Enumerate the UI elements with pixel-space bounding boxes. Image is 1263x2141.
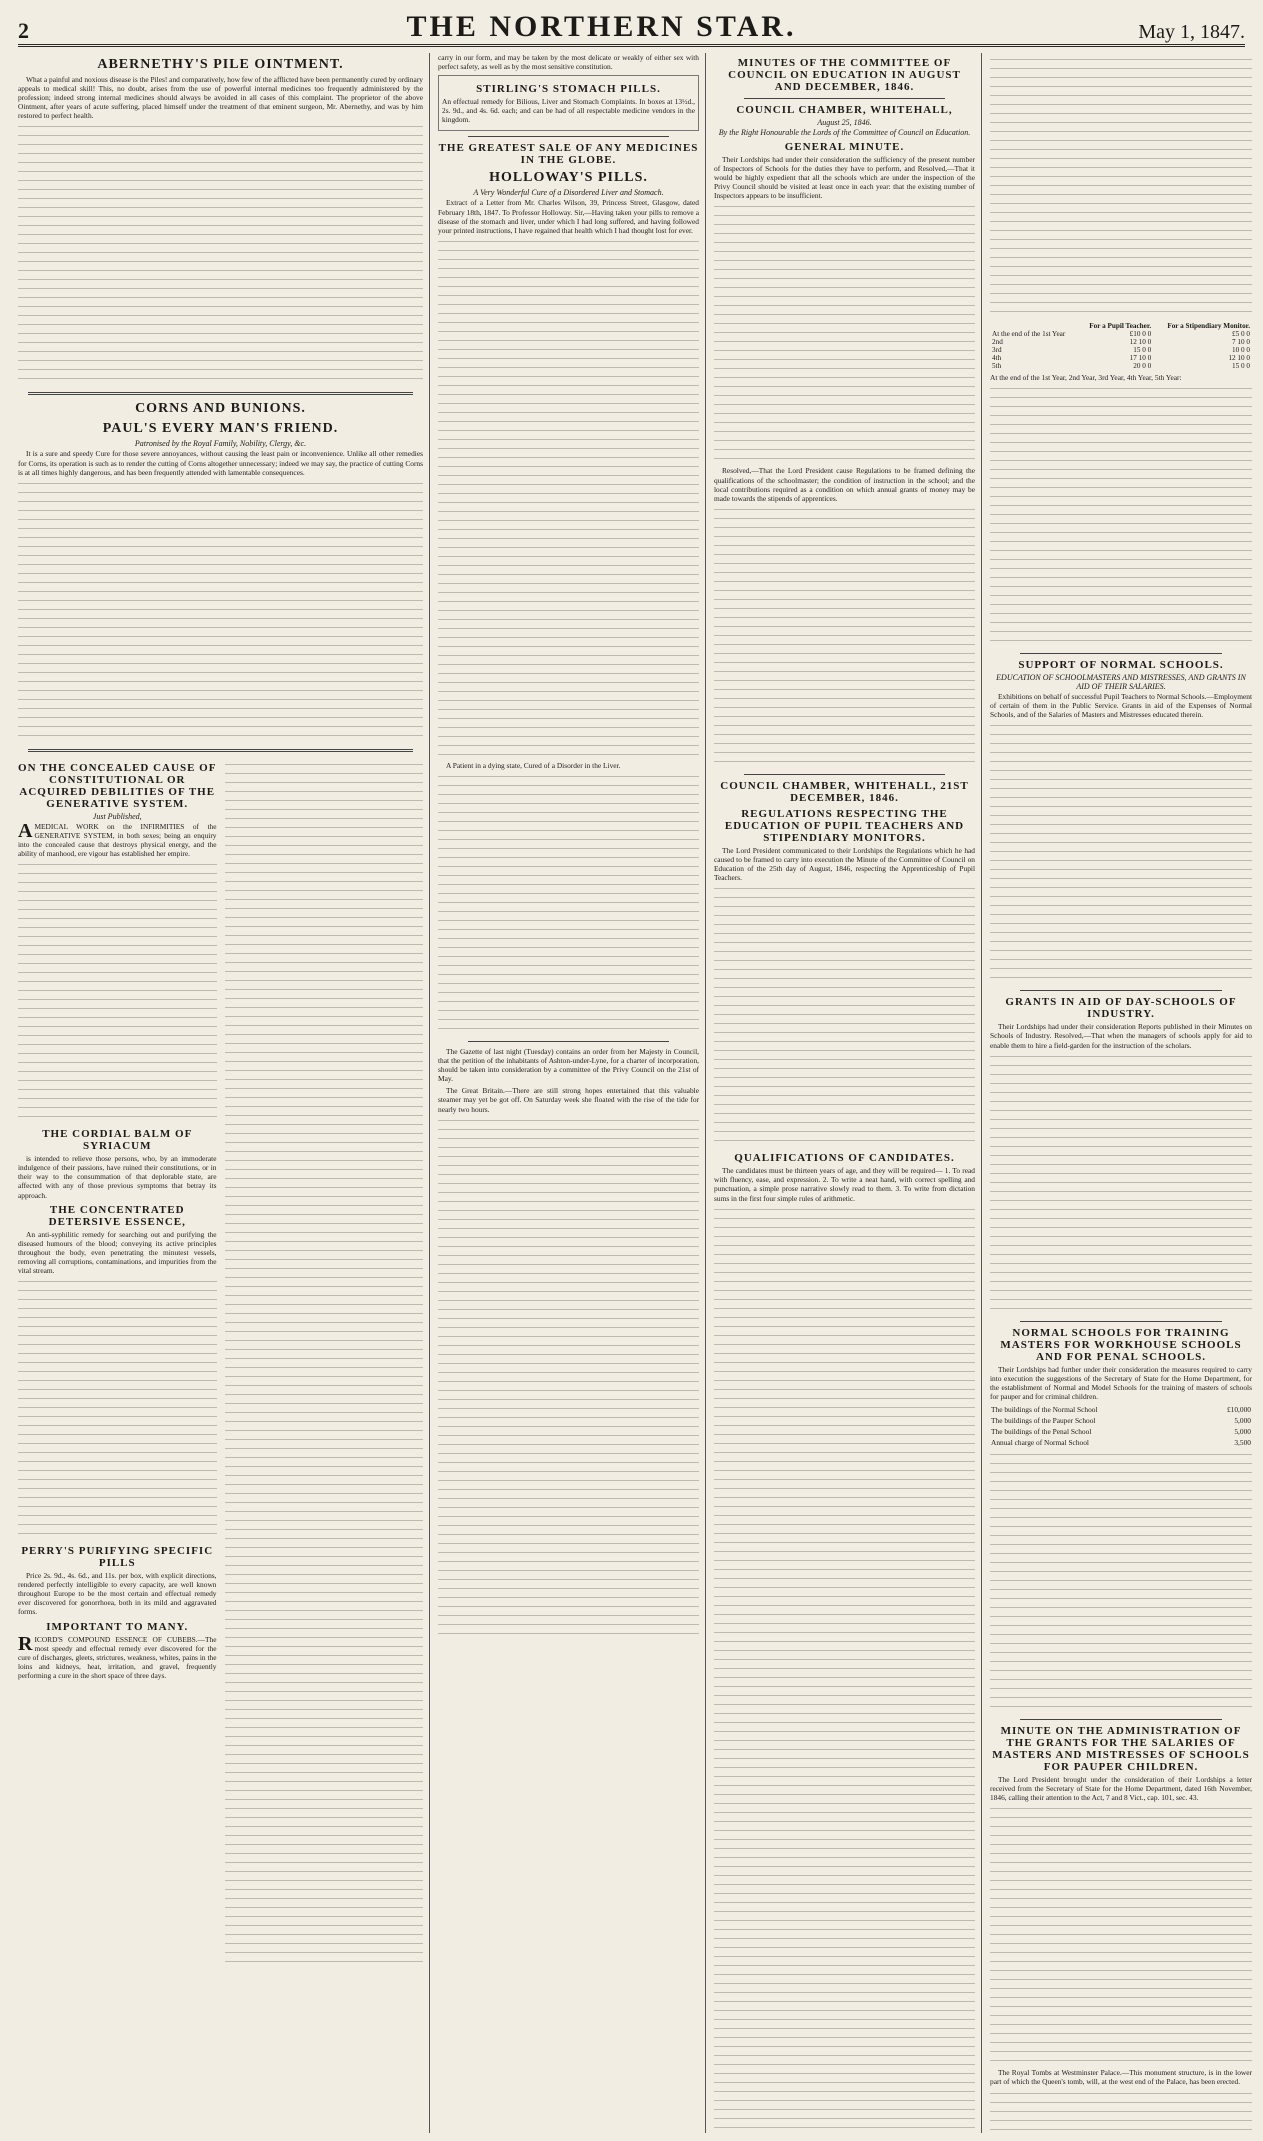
qualifications-heading: QUALIFICATIONS OF CANDIDATES. [734, 1152, 955, 1165]
divider [28, 749, 413, 752]
newspaper-title: THE NORTHERN STAR. [406, 10, 797, 43]
holloway-note: A Patient in a dying state, Cured of a Disorder in the Liver. [446, 760, 621, 770]
medical-ads-left [18, 758, 217, 1964]
stirling-ad [438, 75, 699, 131]
table-cell: The buildings of the Pauper School [991, 1416, 1096, 1426]
table-cell: 12 10 0 [1228, 354, 1250, 362]
cordial-heading: THE CORDIAL BALM OF SYRIACUM [42, 1128, 193, 1153]
table-row [990, 1437, 1252, 1448]
divider [744, 98, 945, 99]
minutes-heading: MINUTES OF THE COMMITTEE OF COUNCIL ON EDUCATION IN AUGUST AND DECEMBER, 1846. [728, 57, 961, 93]
divider [1020, 990, 1222, 991]
regulations-text-block [714, 888, 975, 1148]
cordial-body: is intended to relieve those persons, who, by an immoderate indulgence of their passions, have ruined their constitutions, or in their way to the consummation of that deplorable state, are affected with any of those previous symptoms that betray its approach. [18, 1154, 217, 1200]
abernethy-text-block [18, 126, 423, 386]
general-minute-text-block [714, 206, 975, 466]
royal-tombs-body: The Royal Tombs at Westminster Palace.—This monument structure, is in the lower part of which the Queen's tomb, will, at the west end of the Palace, has been erected. [990, 2068, 1252, 2087]
perrys-heading: PERRY'S PURIFYING SPECIFIC PILLS [21, 1545, 214, 1570]
constitution-body: AMEDICAL WORK on the INFIRMITIES of the GENERATIVE SYSTEM, in both sexes; being an enquiry into the concealed cause that destroys physical energy, and the ability of manhood, ere vigour has established her empire. [18, 819, 217, 859]
table-row [990, 362, 1252, 370]
plaister-text-block [18, 483, 423, 743]
industry-grants-heading: GRANTS IN AID OF DAY-SCHOOLS OF INDUSTRY. [1005, 996, 1237, 1021]
essence-text-block [18, 1281, 217, 1541]
stipend-header [990, 322, 1078, 330]
divider [468, 136, 669, 137]
stipend-table [990, 322, 1252, 370]
table-row [990, 338, 1252, 346]
column-2 [438, 53, 706, 2133]
constitution-text-block [18, 864, 217, 1124]
table-cell: 5,000 [1234, 1427, 1251, 1437]
table-cell: 15 0 0 [1133, 346, 1152, 354]
regulations-body: The Lord President communicated to their Lordships the Regulations which he had caused to be framed to carry into execution the Minute of the Committee of Council on Education of the 25th day of August, 1846, respecting the Apprenticeship of Pupil Teachers. [714, 845, 975, 883]
table-cell: The buildings of the Penal School [991, 1427, 1092, 1437]
holloway-heading: HOLLOWAY'S PILLS. [489, 170, 648, 186]
important-body: RICORD'S COMPOUND ESSENCE OF CUBEBS.—The most speedy and effectual remedy ever discovered for the cure of discharges, gleets, strictures, weakness, whites, pains in the loins and kidneys, heat, irritation, and gravel, frequently performing a cure in the short space of three days. [18, 1632, 217, 1680]
constitution-subheading: Just Published, [92, 811, 142, 821]
buildings-table [990, 1404, 1252, 1448]
table-row [990, 346, 1252, 354]
column-4 [990, 53, 1258, 2133]
abernethy-heading: ABERNETHY'S PILE OINTMENT. [97, 57, 344, 72]
table-cell: 5,000 [1234, 1416, 1251, 1426]
plaister-heading: PAUL'S EVERY MAN'S FRIEND. [102, 421, 339, 437]
table-cell: 7 10 0 [1232, 338, 1250, 346]
resolved-body: Resolved,—That the Lord President cause Regulations to be framed defining the qualifications of the schoolmaster; the condition of instruction in the school; and the local contributions required as a condition on which annual grants of money may be made towards the stipends of apprentices. [714, 466, 975, 503]
holloway-subheading: A Very Wonderful Cure of a Disordered Liver and Stomach. [473, 188, 664, 198]
stipend-header: For a Stipendiary Monitor. [1167, 322, 1250, 330]
council-heading-2: COUNCIL CHAMBER, WHITEHALL, 21ST DECEMBER, 1846. [720, 779, 969, 804]
stirling-body: An effectual remedy for Bilious, Liver and Stomach Complaints. In boxes at 13½d., 2s. 9d., and 4s. 6d. each; and can be had of all respectable medicine vendors in the kingdom. [442, 97, 695, 125]
table-cell: 2nd [992, 338, 1003, 346]
council-heading: COUNCIL CHAMBER, WHITEHALL, [736, 104, 953, 116]
stipend-header: For a Pupil Teacher. [1089, 322, 1152, 330]
table-cell: 10 0 0 [1232, 346, 1250, 354]
normal-schools-body: Exhibitions on behalf of successful Pupil Teachers to Normal Schools.—Employment of certain of them in the Public Service. Grants in aid of the Expenses of Normal Schools, and of the Salaries of Masters and Mistresses educated therein. [990, 692, 1252, 720]
holloway-list-block [438, 776, 699, 1036]
divider [1020, 1719, 1222, 1720]
pauper-grants-text-block [990, 1808, 1252, 2068]
stipend-text-block-2 [990, 388, 1252, 648]
medical-ads-right [225, 758, 424, 1964]
table-cell: The buildings of the Normal School [991, 1405, 1098, 1415]
holloway-text-block [438, 241, 699, 761]
royal-tombs-text-block [990, 2093, 1252, 2134]
table-cell: Annual charge of Normal School [991, 1438, 1089, 1448]
training-schools-text-block [990, 1454, 1252, 1714]
news-text-block [438, 1120, 699, 1640]
ashton-body: The Gazette of last night (Tuesday) contains an order from her Majesty in Council, that the petition of the inhabitants of Ashton-under-Lyne, for a charter of incorporation, should be taken into consideration by a committee of the Privy Council on the 21st of May. [438, 1046, 699, 1084]
table-row [990, 1426, 1252, 1437]
normal-schools-text-block [990, 725, 1252, 985]
column-1 [18, 53, 430, 2133]
pauper-grants-body: The Lord President brought under the consideration of their Lordships a letter received from the Secretary of State for the Home Department, dated 16th November, 1846, calling their attention to the Act, 7 and 8 Vict., cap. 101, sec. 43. [990, 1775, 1252, 1803]
industry-grants-text-block [990, 1056, 1252, 1316]
table-cell: £10,000 [1226, 1405, 1251, 1415]
essence-body: An anti-syphilitic remedy for searching out and purifying the diseased humours of the blood; conveying its active principles throughout the body, even penetrating the minutest vessels, removing all corruptions, contaminations, and impurities from the vital stream. [18, 1229, 217, 1275]
plaister-body: It is a sure and speedy Cure for those severe annoyances, without causing the least pain or inconvenience. Unlike all other remedies for Corns, its operation is such as to render the cutting of Corns altogether unnecessary; indeed we may say, the practice of cutting Corns is at all times highly dangerous, and has been frequently attended with lamentable consequences. [18, 449, 423, 477]
council-date: August 25, 1846. [817, 118, 872, 127]
great-britain-body: The Great Britain.—There are still strong hopes entertained that this valuable steamer may yet be got off. On Saturday week she floated with the rise of the tide for nearly two hours. [438, 1086, 699, 1114]
table-row [990, 354, 1252, 362]
table-cell: 20 0 0 [1133, 362, 1152, 370]
plaister-subheading: Patronised by the Royal Family, Nobility, Clergy, &c. [134, 439, 307, 449]
greatest-sale-heading: THE GREATEST SALE OF ANY MEDICINES IN THE GLOBE. [438, 142, 699, 167]
normal-schools-heading: SUPPORT OF NORMAL SCHOOLS. [1018, 659, 1224, 672]
stipend-note: At the end of the 1st Year, 2nd Year, 3rd Year, 4th Year, 5th Year: [990, 373, 1182, 382]
normal-schools-subheading: EDUCATION OF SCHOOLMASTERS AND MISTRESSES, AND GRANTS IN AID OF THEIR SALARIES. [996, 673, 1246, 692]
stirling-heading: STIRLING'S STOMACH PILLS. [476, 83, 661, 96]
medical-ads-text-block [225, 764, 424, 1964]
abernethy-body: What a painful and noxious disease is the Piles! and comparatively, how few of the afflicted have been permanently cured by ordinary appeals to medical skill! This, no doubt, arises from the use of powerful internal medicines too frequently administered by the profession; indeed strong internal medicines should always be avoided in all cases of this complaint. The proprietor of the above Ointment, after years of acute suffering, placed himself under the treatment of that eminent surgeon, Mr. Abernethy, and was by him restored to perfect health. [18, 75, 423, 121]
qualifications-body: The candidates must be thirteen years of age, and they will be required— 1. To read with fluency, ease, and expression. 2. To write a neat hand, with correct spelling and punctuation, a simple prose narrative slowly read to them. 3. To write from dictation sums in the first four simple rules of arithmetic. [714, 1166, 975, 1203]
table-row [990, 1415, 1252, 1426]
important-heading: IMPORTANT TO MANY. [46, 1620, 189, 1633]
constitution-heading: ON THE CONCEALED CAUSE OF CONSTITUTIONAL OR ACQUIRED DEBILITIES OF THE GENERATIVE SYSTEM. [18, 761, 217, 810]
divider [468, 1041, 669, 1042]
stipend-text-block [990, 59, 1252, 319]
table-cell: £5 0 0 [1232, 330, 1250, 338]
general-minute-body: Their Lordships had under their consideration the sufficiency of the present number of Inspectors of Schools for the duties they have to perform, and Resolved,—That it would be highly expedient that all the schools which are under the inspection of the Privy Council should be visited at least once in each year: that the existing number of Inspectors appears to be insufficient. [714, 155, 975, 201]
industry-grants-body: Their Lordships had under their consideration Reports published in their Minutes on Schools of Industry. Resolved,—That when the managers of schools apply for aid to enable them to hire a field-garden for the instruction of the scholars. [990, 1022, 1252, 1050]
divider [744, 774, 945, 775]
table-row [990, 1404, 1252, 1415]
column-3 [714, 53, 982, 2133]
masthead [18, 10, 1245, 47]
resolved-text-block [714, 509, 975, 769]
table-cell: £10 0 0 [1129, 330, 1152, 338]
table-cell: At the end of the 1st Year [992, 330, 1066, 338]
table-cell: 17 10 0 [1129, 354, 1152, 362]
qualifications-text-block [714, 1209, 975, 2133]
divider [28, 392, 413, 395]
divider [1020, 653, 1222, 654]
medical-ads [18, 758, 423, 1964]
essence-heading: THE CONCENTRATED DETERSIVE ESSENCE, [48, 1203, 186, 1228]
regulations-heading: REGULATIONS RESPECTING THE EDUCATION OF PUPIL TEACHERS AND STIPENDIARY MONITORS. [724, 807, 965, 844]
table-cell: 4th [992, 354, 1002, 362]
corns-heading: CORNS AND BUNIONS. [135, 401, 306, 417]
training-schools-body: Their Lordships had further under their consideration the measures required to carry into execution the suggestions of the Secretary of State for the Home Department, for the establishment of Normal and Model Schools for the training of masters of schools for pauper and for criminal children. [990, 1364, 1252, 1401]
table-cell: 12 10 0 [1129, 338, 1152, 346]
perrys-body: Price 2s. 9d., 4s. 6d., and 11s. per box, with explicit directions, rendered perfectly intelligible to every capacity, are well known throughout Europe to be the most certain and effectual remedy ever discovered for gonorrhoea, both in its mild and aggravated forms. [18, 1571, 217, 1617]
issue-date: May 1, 1847. [1138, 21, 1245, 43]
council-subheading: By the Right Honourable the Lords of the Committee of Council on Education. [718, 128, 971, 137]
table-cell: 5th [992, 362, 1002, 370]
training-schools-heading: NORMAL SCHOOLS FOR TRAINING MASTERS FOR WORKHOUSE SCHOOLS AND FOR PENAL SCHOOLS. [1000, 1326, 1242, 1363]
pauper-grants-heading: MINUTE ON THE ADMINISTRATION OF THE GRANTS FOR THE SALARIES OF MASTERS AND MISTRESSES OF SCHOOLS FOR PAUPER CHILDREN. [992, 1725, 1250, 1774]
table-cell: 15 0 0 [1232, 362, 1250, 370]
sirmons-body: carry in our form, and may be taken by the most delicate or weakly of either sex with perfect safety, as well as by the most sensitive constitution. [438, 53, 699, 72]
table-cell: 3rd [992, 346, 1002, 354]
table-row [990, 330, 1252, 338]
page-number: 2 [18, 18, 29, 43]
general-minute-heading: GENERAL MINUTE. [784, 141, 905, 153]
holloway-body: Extract of a Letter from Mr. Charles Wilson, 39, Princess Street, Glasgow, dated February 18th, 1847. To Professor Holloway. Sir,—Having taken your pills to remove a disease of the stomach and liver, under which I had long suffered, and having followed your printed instructions, I have regained that health which I had thought lost for ever. [438, 198, 699, 235]
divider [1020, 1321, 1222, 1322]
columns [18, 53, 1252, 2133]
table-cell: 3,500 [1234, 1438, 1251, 1448]
